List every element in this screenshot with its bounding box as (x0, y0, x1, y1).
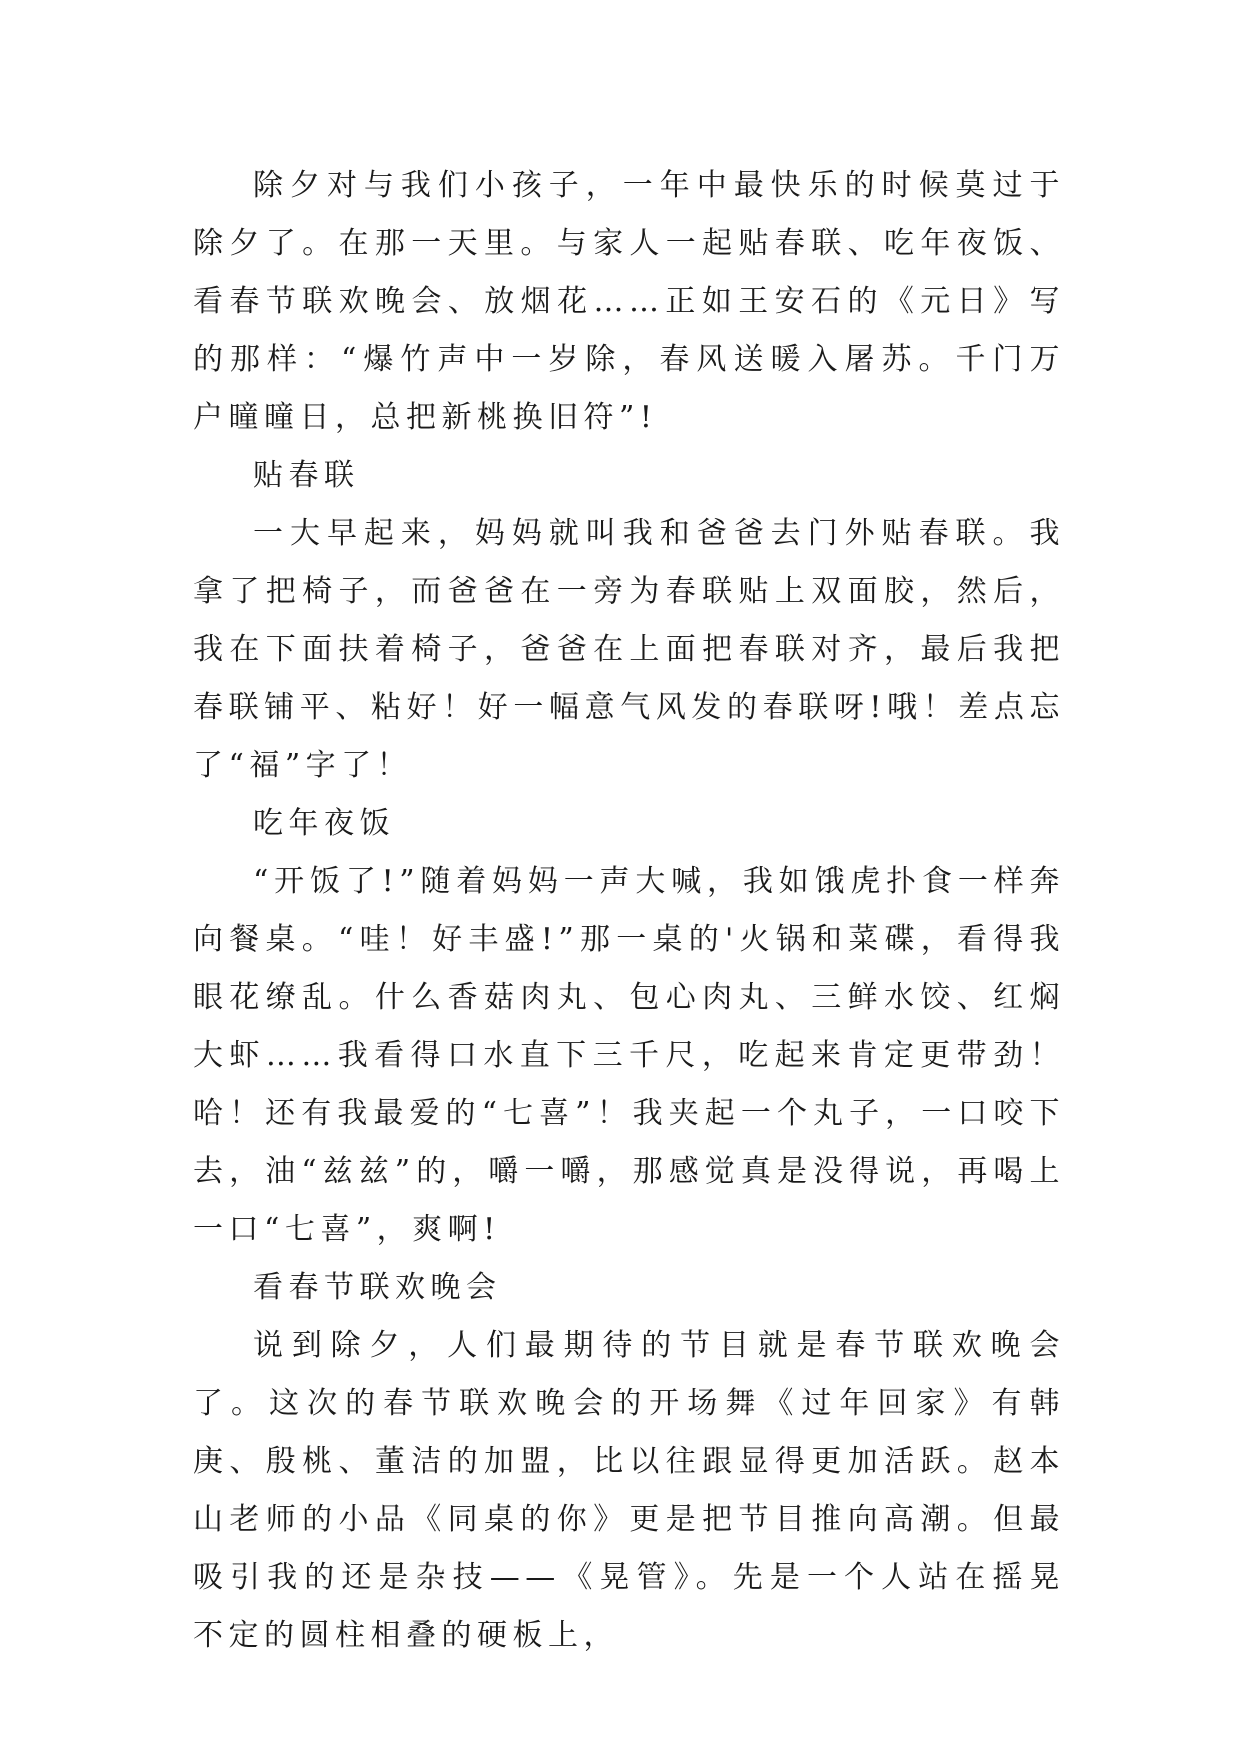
couplets-paragraph: 一大早起来，妈妈就叫我和爸爸去门外贴春联。我拿了把椅子，而爸爸在一旁为春联贴上双面胶，然后，我在下面扶着椅子，爸爸在上面把春联对齐，最后我把春联铺平、粘好！好一幅意气风发的春联呀!哦！差点忘了“福”字了！ (193, 516, 1065, 783)
section-heading-dinner: 吃年夜饭 (253, 806, 395, 841)
gala-paragraph: 说到除夕，人们最期待的节目就是春节联欢晚会了。这次的春节联欢晚会的开场舞《过年回家》有韩庚、殷桃、董洁的加盟，比以往跟显得更加活跃。赵本山老师的小品《同桌的你》更是把节目推向高潮。但最吸引我的还是杂技——《晃管》。先是一个人站在摇晃不定的圆柱相叠的硬板上， (193, 1328, 1065, 1653)
document-body (193, 157, 1065, 1665)
section-heading-couplets: 贴春联 (253, 458, 360, 493)
section-heading-gala: 看春节联欢晚会 (253, 1270, 502, 1305)
intro-paragraph: 除夕对与我们小孩子，一年中最快乐的时候莫过于除夕了。在那一天里。与家人一起贴春联、吃年夜饭、看春节联欢晚会、放烟花……正如王安石的《元日》写的那样：“爆竹声中一岁除，春风送暖入屠苏。千门万户曈曈日，总把新桃换旧符”! (193, 168, 1065, 435)
dinner-paragraph: “开饭了!”随着妈妈一声大喊，我如饿虎扑食一样奔向餐桌。“哇！好丰盛!”那一桌的'火锅和菜碟，看得我眼花缭乱。什么香菇肉丸、包心肉丸、三鲜水饺、红焖大虾……我看得口水直下三千尺，吃起来肯定更带劲！哈！还有我最爱的“七喜”！我夹起一个丸子，一口咬下去，油“兹兹”的，嚼一嚼，那感觉真是没得说，再喝上一口“七喜”，爽啊! (193, 864, 1065, 1247)
